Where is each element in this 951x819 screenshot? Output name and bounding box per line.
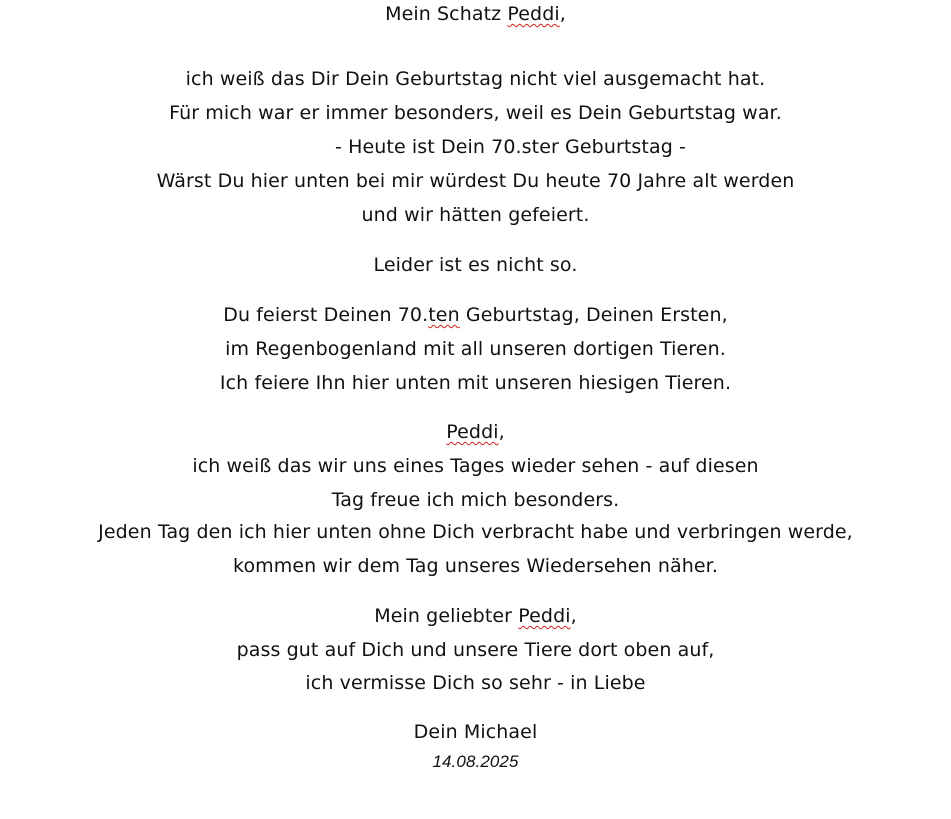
paragraph-4-name-line <box>0 420 951 444</box>
greeting-line <box>0 2 951 26</box>
paragraph-1-line-4: Wärst Du hier unten bei mir würdest Du heute 70 Jahre alt werden <box>156 170 795 192</box>
signature: Dein Michael <box>413 721 538 743</box>
paragraph-4-name-comma: , <box>498 421 505 443</box>
paragraph-1-line-1: ich weiß das Dir Dein Geburtstag nicht viel ausgemacht hat. <box>185 68 766 90</box>
paragraph-3-line-2: im Regenbogenland mit all unseren dortigen Tieren. <box>225 338 726 360</box>
spellcheck-word-peddi: Peddi <box>518 605 571 627</box>
paragraph-5-line-3: ich vermisse Dich so sehr - in Liebe <box>305 672 646 694</box>
paragraph-3-line-3: Ich feiere Ihn hier unten mit unseren hiesigen Tieren. <box>219 372 732 394</box>
paragraph-4-line-1: ich weiß das wir uns eines Tages wieder sehen - auf diesen <box>192 455 759 477</box>
paragraph-3-line-1 <box>0 303 951 327</box>
paragraph-4-line-4: kommen wir dem Tag unseres Wiedersehen näher. <box>233 555 718 577</box>
greeting-prefix: Mein Schatz <box>385 3 508 25</box>
spellcheck-word-peddi: Peddi <box>446 421 499 443</box>
paragraph-3-line-1-suffix: Geburtstag, Deinen Ersten, <box>459 304 728 326</box>
greeting-comma: , <box>559 3 566 25</box>
spellcheck-word-ten: ten <box>428 304 460 326</box>
paragraph-5-prefix: Mein geliebter <box>374 605 519 627</box>
paragraph-1-line-5: und wir hätten gefeiert. <box>361 204 590 226</box>
paragraph-5-line-1 <box>0 604 951 628</box>
paragraph-3-line-1-prefix: Du feierst Deinen 70. <box>223 304 429 326</box>
paragraph-2-line-1: Leider ist es nicht so. <box>373 254 578 276</box>
paragraph-4-line-2: Tag freue ich mich besonders. <box>331 489 620 511</box>
paragraph-5-line-2: pass gut auf Dich und unsere Tiere dort oben auf, <box>236 639 715 661</box>
paragraph-4-line-3: Jeden Tag den ich hier unten ohne Dich verbracht habe und verbringen werde, <box>98 521 853 543</box>
paragraph-1-line-3: - Heute ist Dein 70.ster Geburtstag - <box>335 136 686 158</box>
paragraph-1-line-2: Für mich war er immer besonders, weil es Dein Geburtstag war. <box>169 102 782 124</box>
spellcheck-word-peddi: Peddi <box>507 3 560 25</box>
letter-date: 14.08.2025 <box>432 752 519 771</box>
paragraph-5-comma: , <box>570 605 577 627</box>
